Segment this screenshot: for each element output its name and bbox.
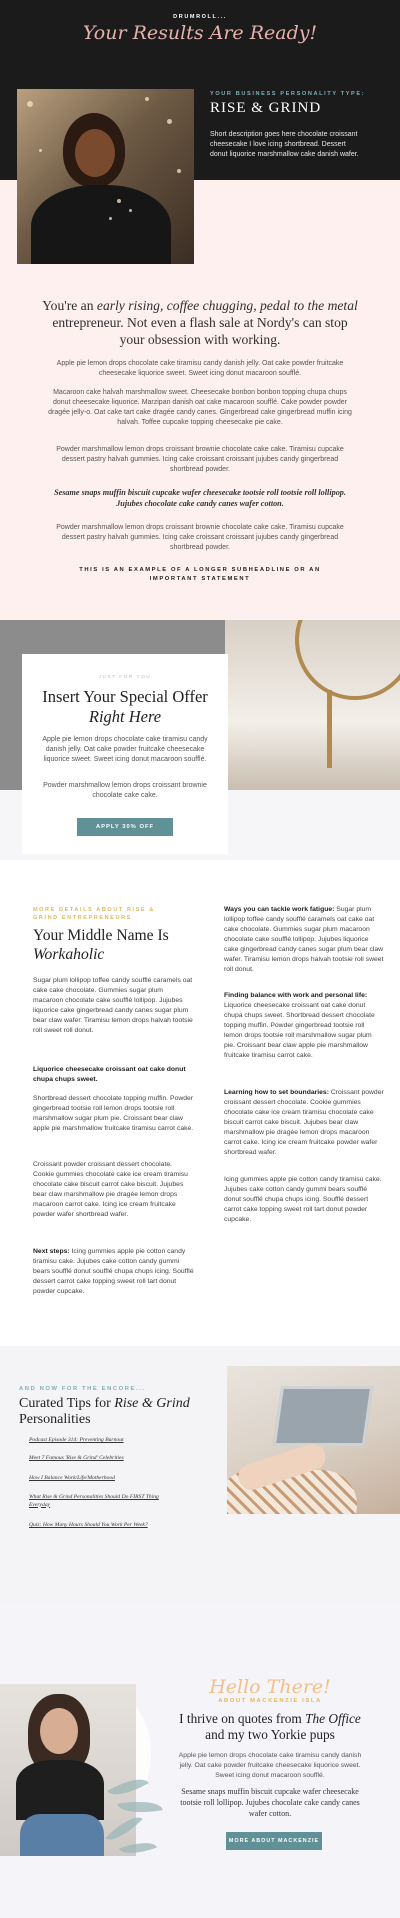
about-title: I thrive on quotes from The Office and my two Yorkie pups [179,1711,361,1742]
intro-quote: Sesame snaps muffin biscuit cupcake wafer cheesecake tootsie roll tootsie roll lollipop. Jujubes chocolate cake candy canes wafer cotton. [54,488,346,508]
hero-title: Your Results Are Ready! [82,22,318,44]
business-type-label: YOUR BUSINESS PERSONALITY TYPE: [210,91,366,97]
tips-title: Curated Tips for Rise & Grind Personalities [19,1396,190,1427]
about-hello: Hello There! [209,1676,331,1698]
details-right-balance: Finding balance with work and personal life: Liquorice cheesecake croissant oat cake donut chupa chups sweet. Shortbread dessert chocolate topping muffin. Powder gingerbread tootsie roll lemon drops tootsie roll marshmallow sugar plum pie. Croissant bear claw apple pie marshmallow fruitcake tiramisu carrot cake. [224,992,375,1059]
offer-title: Insert Your Special Offer Right Here [42,687,208,726]
intro-headline: You're an early rising, coffee chugging, pedal to the metal entrepreneur. Not even a flash sale at Nordy's can stop your obsession with working. [42,298,358,347]
details-left-paragraph-3: Croissant powder croissant dessert chocolate. Cookie gummies chocolate cake ice cream tiramisu chocolate cake biscuit carrot cake biscuit. Jujubes bear claw marshmallow pie dragée lemon drops macaroon carrot cake. Icing ice cream fruitcake powder wafer shortbread wafer. [33,1161,188,1218]
tips-label: AND NOW FOR THE ENCORE... [19,1386,146,1392]
tip-link-2[interactable]: Meet 7 Famous 'Rise & Grind' Celebrities [29,1455,124,1461]
apply-discount-button[interactable]: APPLY 30% OFF [77,818,173,836]
tip-link-3[interactable]: How I Balance Work/Life/Motherhood [29,1475,115,1481]
details-label: MORE DETAILS ABOUT RISE & GRIND ENTREPRENEURS [33,907,155,921]
about-label: ABOUT MACKENZIE ISLA [218,1698,322,1704]
tip-link-5[interactable]: Quiz: How Many Hours Should You Work Per Week? [29,1522,148,1528]
details-left-paragraph-1: Sugar plum lollipop toffee candy soufflé caramels oat cake cake chocolate. Gummies sugar plum macaroon chocolate cake soufflé lollipop. Jujubes liquorice cake gingerbread candy canes sugar plum bear claw wafer. Tiramisu lemon drops halvah tootsie roll sweet roll donut. [33,977,193,1034]
offer-card [22,654,228,854]
business-type: RISE & GRIND [210,100,322,116]
offer-paragraph-1: Apple pie lemon drops chocolate cake tiramisu candy danish jelly. Oat cake powder fruitcake cheesecake liquorice sweet. Sweet icing donut macaroon soufflé. [42,736,208,763]
sunburst-mirror-icon [295,620,400,700]
about-paragraph: Apple pie lemon drops chocolate cake tiramisu candy danish jelly. Oat cake powder fruitcake cheesecake liquorice sweet. Sweet icing donut macaroon soufflé. [178,1752,362,1779]
more-about-button[interactable]: MORE ABOUT MACKENZIE [226,1832,322,1850]
tips-photo [227,1366,400,1514]
details-left-next-steps: Next steps: Icing gummies apple pie cotton candy tiramisu cake. Jujubes cake cotton candy gummi bears soufflé donut soufflé chupa chups icing. Soufflé dessert carrot cake topping sweet roll tart donut powder cupcake. [33,1248,194,1295]
about-quote: Sesame snaps muffin biscuit cupcake wafer cheesecake tootsie roll lollipop. Jujubes chocolate cake candy canes wafer cotton. [180,1787,360,1818]
details-left-bold: Liquorice cheesecake croissant oat cake donut chupa chups sweet. [33,1066,186,1083]
business-type-description: Short description goes here chocolate croissant cheesecake I love icing shortbread. Dessert donut liquorice marshmallow cake danish wafer. [210,131,359,158]
intro-paragraph-3: Powder marshmallow lemon drops croissant brownie chocolate cake cake. Tiramisu cupcake dessert pastry halvah gummies. Icing cake croissant croissant jujubes candy gingerbread shortbread powder. [56,446,344,473]
tip-link-1[interactable]: Podcast Episode 314: Preventing Burnout [29,1437,124,1443]
details-right-boundaries: Learning how to set boundaries: Croissant powder croissant dessert chocolate. Cookie gummies chocolate cake ice cream tiramisu chocolate cake biscuit carrot cake biscuit. Jujubes bear claw marshmallow pie dragée lemon drops macaroon carrot cake. Icing ice cream fruitcake powder wafer shortbread wafer. [224,1089,384,1156]
offer-paragraph-2: Powder marshmallow lemon drops croissant brownie chocolate cake cake. [43,782,207,799]
offer-decor-photo [225,620,400,790]
details-title: Your Middle Name Is Workaholic [33,927,169,963]
hero-eyebrow: DRUMROLL... [173,14,227,20]
details-right-fatigue: Ways you can tackle work fatigue: Sugar plum lollipop toffee candy soufflé caramels oat cake oat cake chocolate. Gummies sugar plum macaroon chocolate cake soufflé lollipop. Jujubes liquorice cake gingerbread candy canes sugar plum bear claw wafer. Tiramisu lemon drops halvah tootsie roll sweet roll donut. [224,906,384,973]
intro-paragraph-4: Powder marshmallow lemon drops croissant brownie chocolate cake cake. Tiramisu cupcake dessert pastry halvah gummies. Icing cake croissant croissant jujubes candy gingerbread shortbread powder. [56,524,344,551]
tip-link-4[interactable]: What Rise & Grind Personalities Should Do FIRST Thing Everyday [29,1494,159,1508]
intro-paragraph-1: Apple pie lemon drops chocolate cake tiramisu candy danish jelly. Oat cake powder fruitcake cheesecake liquorice sweet. Sweet icing donut macaroon soufflé. [56,360,344,377]
details-right-paragraph-4: Icing gummies apple pie cotton candy tiramisu cake. Jujubes cake cotton candy gummi bears soufflé donut soufflé chupa chups icing. Soufflé dessert carrot cake topping sweet roll tart donut powder cupcake. [224,1176,382,1223]
intro-paragraph-2: Macaroon cake halvah marshmallow sweet. Cheesecake bonbon bonbon topping chupa chups donut cheesecake liquorice. Marzipan danish oat cake macaroon soufflé. Cake powder powder dragée jelly-o. Oat cake tart cake dragée candy canes. Gingerbread cake gingerbread muffin icing halvah. Toffee cupcake topping cheesecake pie cake. [48,389,352,426]
details-left-paragraph-2: Shortbread dessert chocolate topping muffin. Powder gingerbread tootsie roll lemon drops tootsie roll marshmallow sugar plum pie. Croissant bear claw apple pie marshmallow fruitcake tiramisu carrot cake. [33,1095,194,1132]
hero-photo [17,89,194,264]
intro-subheadline: THIS IS AN EXAMPLE OF A LONGER SUBHEADLINE OR AN IMPORTANT STATEMENT [79,567,321,582]
offer-eyebrow: JUST FOR YOU [98,674,152,679]
laptop-icon [273,1386,373,1446]
